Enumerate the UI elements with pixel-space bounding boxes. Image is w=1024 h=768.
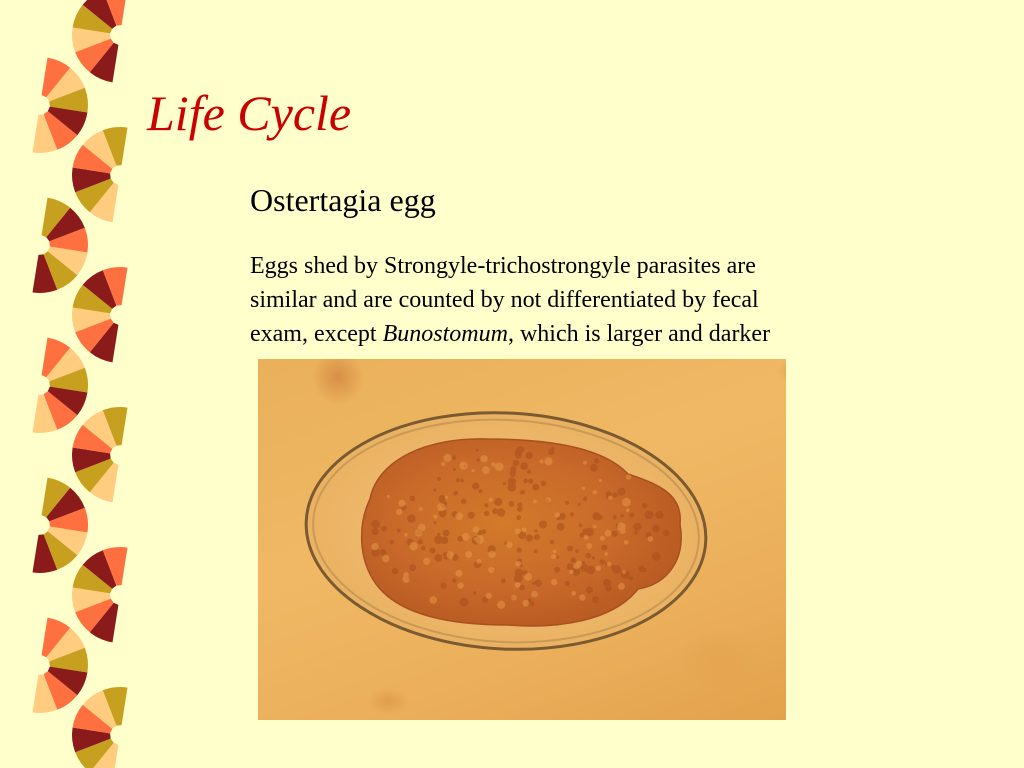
texture-dot [551,579,557,585]
texture-dot [371,543,378,550]
texture-dot [539,459,543,463]
texture-dot [592,512,600,520]
texture-dot [407,514,416,523]
egg-illustration [258,359,786,720]
texture-dot [583,497,587,501]
texture-dot [553,549,557,553]
texture-dot [585,528,594,537]
body-line-3-end: , which is larger and darker [507,321,771,347]
texture-dot [586,553,592,559]
texture-dot [599,479,602,482]
texture-dot [480,455,487,462]
texture-dot [559,513,566,520]
texture-dot [629,576,633,580]
texture-dot [622,498,631,507]
texture-dot [592,596,599,603]
texture-dot [551,447,555,451]
texture-dot [586,543,592,549]
texture-dot [600,559,605,564]
texture-dot [582,487,586,491]
texture-dot [508,477,517,486]
texture-dot [612,565,621,574]
texture-dot [520,462,528,470]
texture-dot [624,540,629,545]
texture-dot [523,478,528,483]
texture-dot [445,496,449,500]
texture-dot [527,469,531,473]
texture-dot [397,529,401,533]
texture-dot [489,498,493,502]
texture-dot [621,514,624,517]
texture-dot [441,462,445,466]
texture-dot [551,554,556,559]
texture-dot [468,512,475,519]
texture-dot [486,593,492,599]
texture-dot [515,529,521,535]
texture-dot [522,528,527,533]
texture-dot [517,502,522,507]
texture-dot [459,462,467,470]
texture-dot [433,488,436,491]
texture-dot [532,484,539,491]
texture-dot [476,458,480,462]
texture-dot [476,449,479,452]
texture-dot [530,601,535,606]
texture-dot [608,496,612,500]
genus-name: Bunostomum [382,321,508,347]
texture-dot [396,509,402,515]
texture-dot [541,481,546,486]
texture-dot [528,479,533,484]
texture-dot [403,572,409,578]
texture-dot [465,551,472,558]
texture-dot [604,552,608,556]
egg-micrograph-image [258,359,786,720]
texture-dot [526,452,533,459]
texture-dot [605,585,612,592]
texture-dot [516,515,521,520]
texture-dot [590,464,598,472]
texture-dot [494,498,502,506]
texture-dot [371,520,380,529]
texture-dot [409,564,416,571]
texture-dot [532,582,535,585]
texture-dot [429,547,435,553]
texture-dot [501,578,506,583]
texture-dot [565,581,570,586]
texture-dot [539,521,547,529]
texture-dot [434,521,437,524]
texture-dot [497,601,505,609]
texture-dot [390,540,395,545]
texture-dot [410,496,416,502]
texture-dot [643,568,647,572]
texture-dot [511,595,517,601]
texture-dot [392,568,398,574]
texture-dot [472,469,475,472]
texture-dot [613,515,617,519]
texture-dot [629,513,634,518]
texture-dot [437,503,445,511]
slide-title: Life Cycle [147,85,352,141]
texture-dot [409,542,417,550]
texture-dot [460,598,469,607]
texture-dot [550,540,554,544]
texture-dot [617,522,626,531]
body-line-2: similar and are counted by not differentiated by fecal [250,287,759,313]
slide-body-text [250,249,910,351]
texture-dot [570,512,574,516]
texture-dot [531,591,538,598]
texture-dot [434,535,443,544]
texture-dot [473,591,476,594]
texture-dot [605,530,612,537]
texture-dot [462,533,470,541]
texture-dot [534,534,540,540]
texture-dot [423,558,430,565]
texture-dot [592,556,595,559]
texture-dot [473,526,480,533]
texture-dot [575,549,579,553]
texture-dot [455,512,463,520]
texture-dot [600,536,605,541]
texture-dot [554,567,560,573]
texture-dot [576,561,582,567]
texture-dot [567,546,573,552]
texture-dot [404,533,408,537]
texture-dot [582,561,586,565]
texture-dot [642,503,647,508]
texture-dot [583,461,587,465]
texture-dot [535,580,542,587]
texture-dot [555,512,560,517]
texture-dot [579,523,583,527]
texture-dot [596,566,601,571]
texture-dot [516,446,523,453]
texture-dot [534,529,537,532]
texture-dot [594,458,599,463]
texture-dot [475,535,484,544]
texture-dot [622,570,626,574]
texture-dot [652,552,661,561]
texture-dot [488,567,494,573]
texture-dot [461,498,467,504]
texture-dot [382,555,389,562]
texture-dot [514,574,523,583]
texture-dot [626,508,630,512]
texture-dot [372,528,379,535]
texture-dot [663,530,670,537]
texture-dot [557,523,565,531]
texture-dot [455,570,462,577]
texture-dot [526,575,531,580]
texture-dot [437,533,440,536]
texture-dot [479,489,483,493]
texture-dot [453,468,456,471]
texture-dot [649,537,652,540]
texture-dot [567,563,574,570]
texture-dot [421,546,426,551]
texture-dot [418,539,423,544]
texture-dot [444,454,452,462]
texture-dot [617,488,625,496]
texture-dot [544,457,552,465]
texture-dot [652,525,660,533]
texture-dot [523,600,530,607]
texture-dot [484,503,488,507]
texture-dot [509,501,515,507]
texture-dot [520,490,525,495]
texture-dot [517,548,522,553]
texture-dot [626,474,631,479]
texture-dot [634,531,638,535]
texture-dot [429,596,437,604]
texture-dot [440,582,446,588]
texture-dot [513,460,519,466]
texture-dot [565,501,569,505]
texture-dot [506,542,513,549]
body-line-3 [250,317,910,351]
texture-dot [586,586,593,593]
body-line-3-start: exam, except [250,321,383,347]
texture-dot [437,477,441,481]
texture-dot [503,482,506,485]
texture-dot [472,483,479,490]
texture-dot [612,492,617,497]
texture-dot [482,466,490,474]
texture-dot [612,531,618,537]
texture-dot [381,549,385,553]
texture-dot [526,534,533,541]
texture-dot [638,525,642,529]
texture-dot [581,564,589,572]
texture-dot [458,582,464,588]
texture-dot [418,524,426,532]
texture-dot [434,515,438,519]
texture-dot [593,490,597,494]
texture-dot [476,559,481,564]
texture-dot [569,570,574,575]
texture-dot [655,513,659,517]
texture-dot [484,511,489,516]
body-line-1: Eggs shed by Strongyle-trichostrongyle parasites are [250,253,756,279]
texture-dot [534,549,538,553]
texture-dot [515,561,521,567]
texture-dot [556,556,559,559]
texture-dot [387,495,390,498]
texture-dot [593,525,596,528]
texture-dot [452,456,456,460]
texture-dot [510,466,516,472]
texture-dot [497,508,505,516]
texture-dot [601,545,607,551]
texture-dot [452,579,456,583]
texture-dot [571,591,576,596]
slide-subtitle: Ostertagia egg [250,182,436,218]
texture-dot [419,507,423,511]
texture-dot [517,506,522,511]
texture-dot [495,462,504,471]
texture-dot [446,551,454,559]
texture-dot [607,562,611,566]
texture-dot [381,526,387,532]
texture-dot [584,535,589,540]
texture-dot [443,530,450,537]
texture-dot [453,491,458,496]
texture-dot [460,479,464,483]
texture-dot [578,503,581,506]
texture-dot [434,554,442,562]
texture-dot [645,511,654,520]
decorative-wave-border [0,0,140,768]
texture-dot [488,551,495,558]
texture-dot [570,557,576,563]
texture-dot [579,594,585,600]
texture-dot [456,478,460,482]
texture-dot [533,500,537,504]
texture-dot [618,583,625,590]
texture-dot [546,497,551,502]
texture-dot [515,582,521,588]
texture-dot [398,500,405,507]
